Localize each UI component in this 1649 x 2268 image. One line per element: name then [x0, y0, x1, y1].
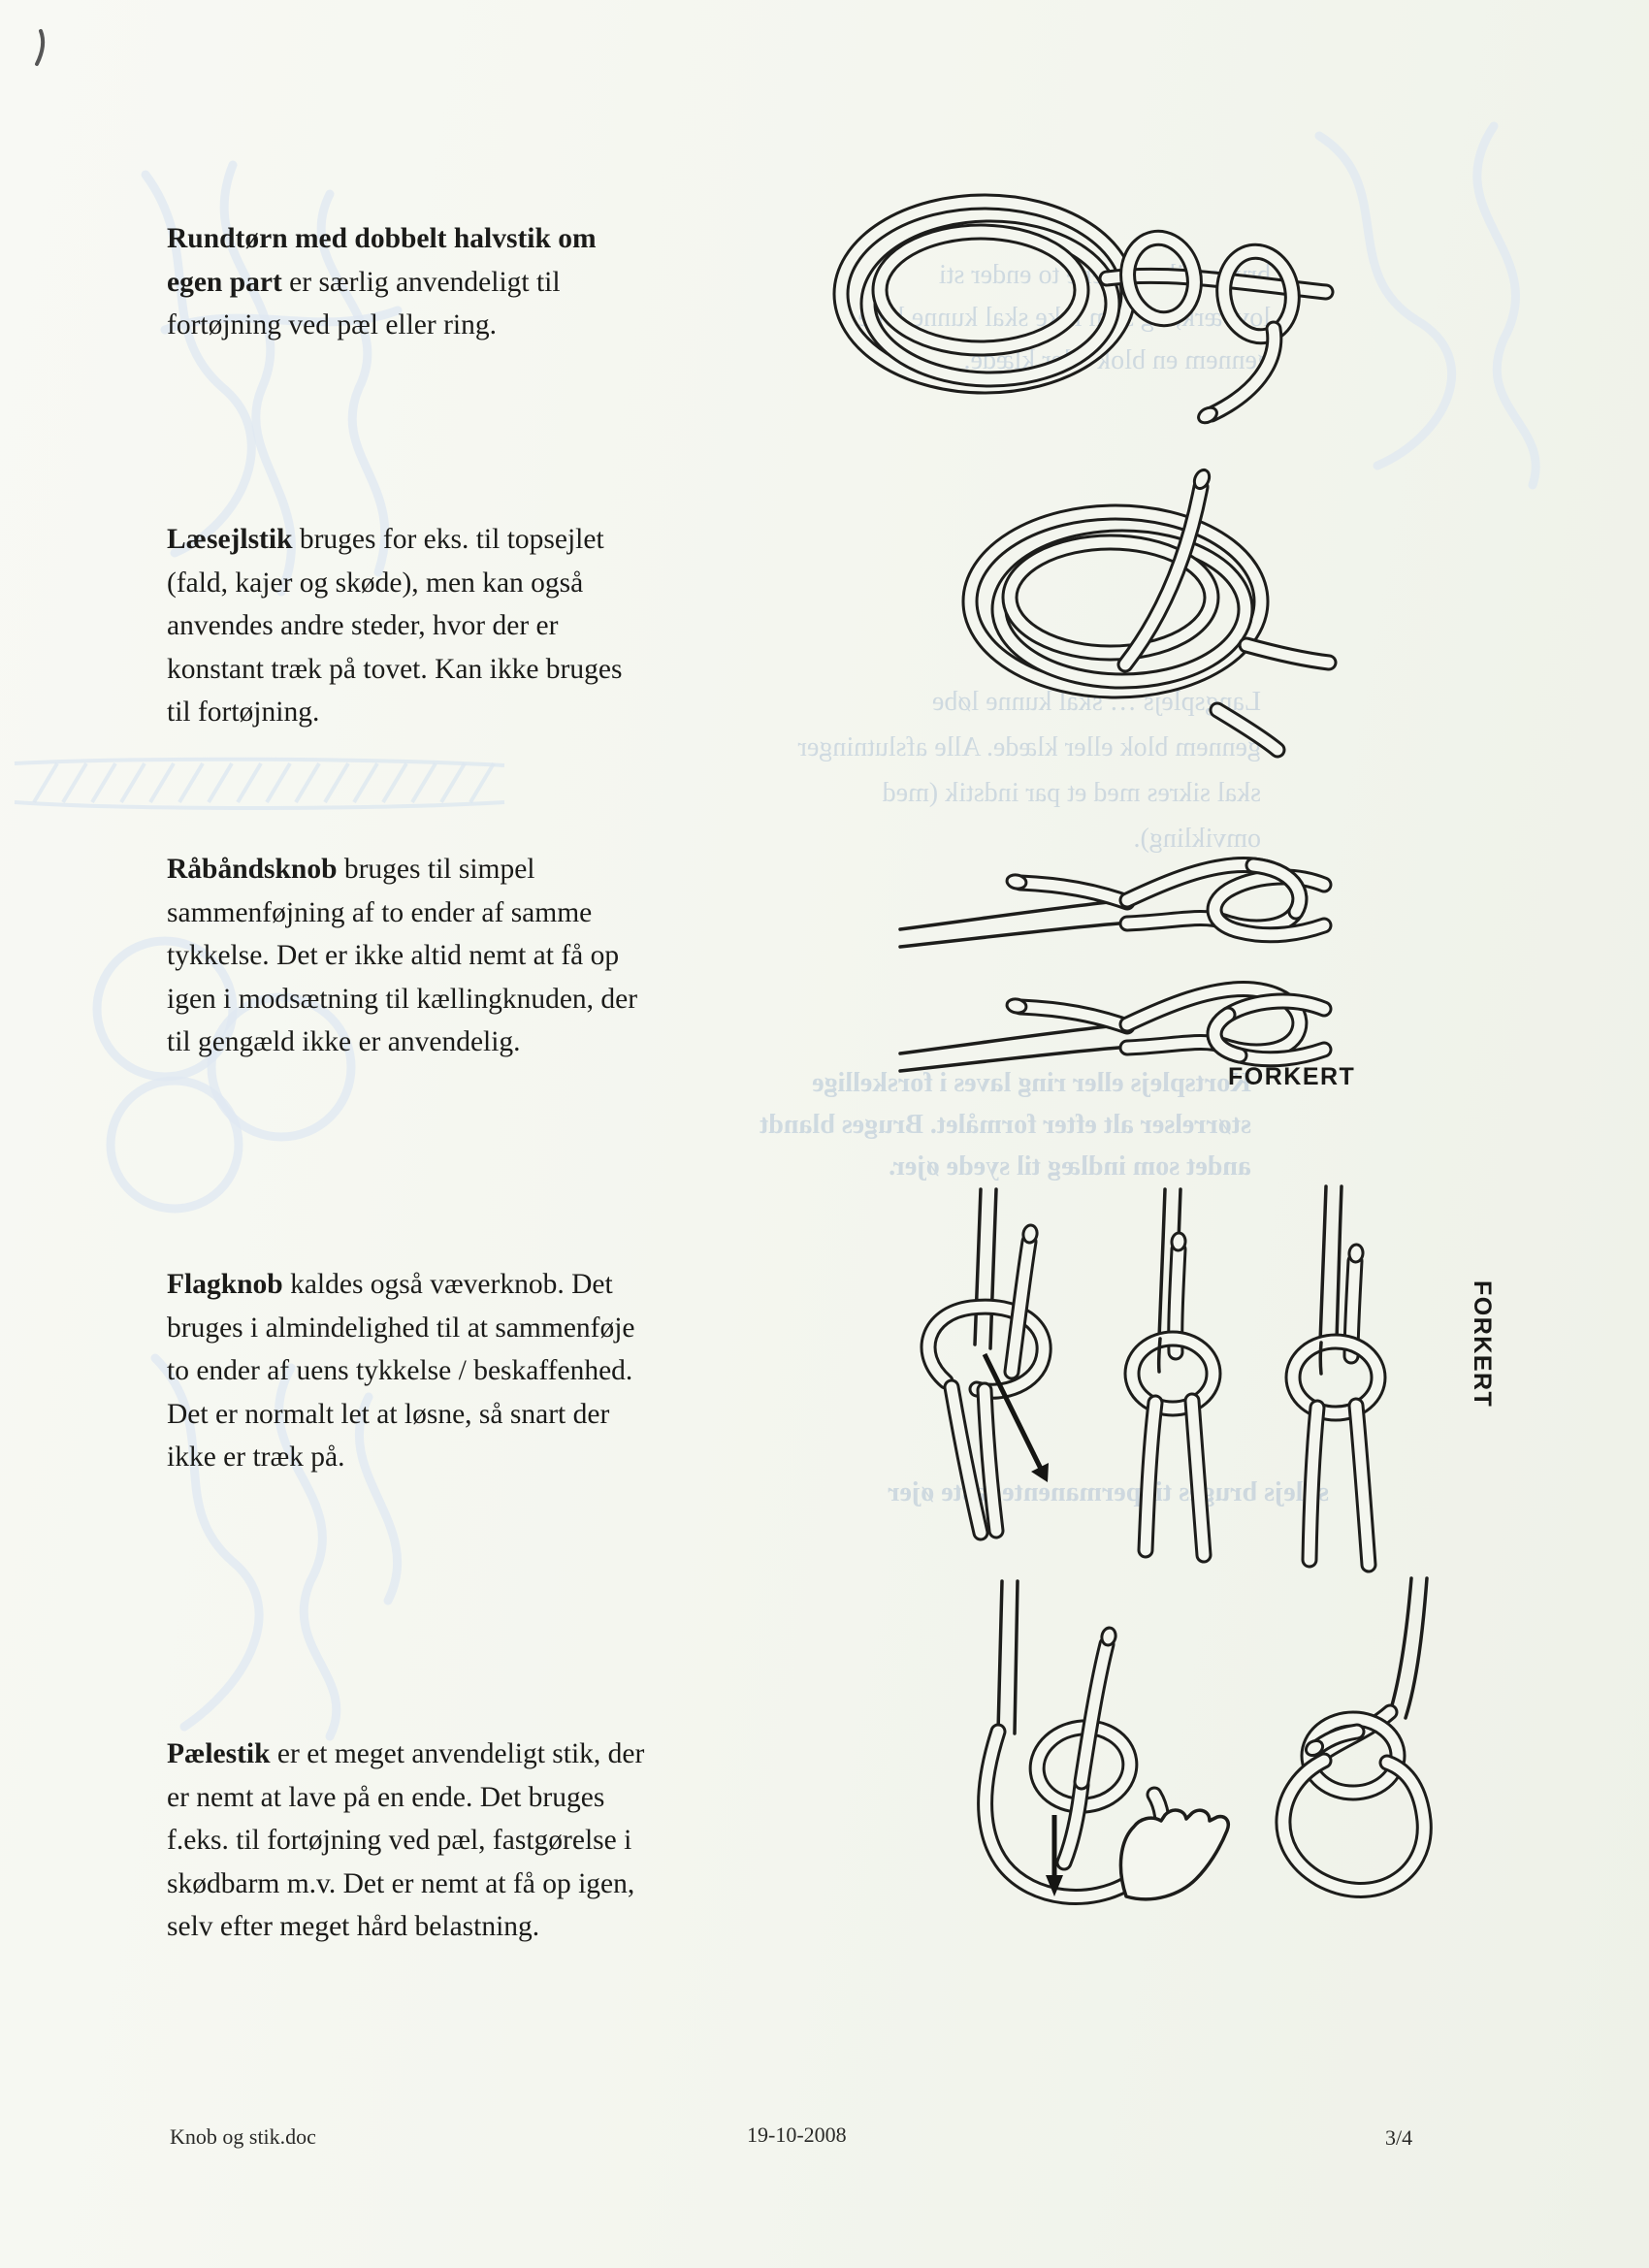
bleed-line: bruges til at forene to ender sti: [938, 260, 1271, 290]
paelestik-knot-diagram: [936, 1576, 1460, 1916]
sheet-bend-wrong: [1293, 1186, 1378, 1565]
bowline-finished: [1283, 1578, 1427, 1890]
ghost-hatched-rope-band: [15, 742, 519, 829]
laesejlstik-knot-diagram: [926, 437, 1334, 757]
bleed-line: Kortsplejs eller ring laves i forskellige: [812, 1068, 1251, 1098]
bleed-line: andet som indlæg til syede øjer.: [889, 1151, 1251, 1182]
bowline-step-with-hand: [986, 1581, 1229, 1899]
section-flagknob: [167, 1263, 657, 1479]
reef-knot-wrong: [900, 989, 1324, 1071]
bleed-line: splejs bruges til permanente faste øjer: [888, 1477, 1329, 1507]
flagknob-knot-diagram: [888, 1182, 1470, 1581]
bleed-line: gennem en blok eller klæde.: [963, 345, 1271, 375]
term-raabaandsknob: Råbåndsknob: [167, 854, 338, 885]
section-rundtorn: [167, 217, 637, 347]
forkert-label-reef: FORKERT: [1228, 1063, 1356, 1090]
text-paelestik: er et meget anvendeligt stik, der er nemt at lave på en ende. Det bruges f.eks. til fortøjning ved pæl, fastgørelse i skødbarm m.v. Det er nemt at få op igen, selv efter meget hård belastning.: [167, 1738, 645, 1942]
section-paelestik: [167, 1733, 662, 1949]
bleed-line: lovværk, og som ikke skal kunne løbe: [857, 303, 1271, 333]
forkert-label-sheetbend: FORKERT: [1469, 1280, 1496, 1409]
sheet-bend-step: [928, 1189, 1049, 1533]
footer-page-number: 3/4: [1385, 2125, 1413, 2150]
footer-filename: Knob og stik.doc: [170, 2124, 316, 2149]
term-flagknob: Flagknob: [167, 1269, 283, 1300]
text-flagknob: kaldes også væverknob. Det bruges i almindelighed til at sammenføje to ender af uens tykkelse / beskaffenhed. Det er normalt let at løsne, så snart der ikke er træk på.: [167, 1269, 635, 1473]
text-raabaandsknob: bruges til simpel sammenføjning af to ender af samme tykkelse. Det er ikke altid nemt at få op igen i modsætning til kællingknuden, der til gengæld ikke er anvendelig.: [167, 854, 638, 1057]
sheet-bend-correct: [1132, 1189, 1213, 1555]
text-rundtorn: er særlig anvendeligt til fortøjning ved pæl eller ring.: [167, 266, 561, 340]
bleed-line: omvikling).: [1133, 824, 1261, 854]
text-laesejlstik: bruges for eks. til topsejlet (fald, kajer og skøde), men kan også anvendes andre steder, hvor der er konstant træk på tovet. Kan ikke bruges til fortøjning.: [167, 524, 623, 728]
rundtorn-knot-diagram: [820, 170, 1334, 432]
bleed-line: skal sikres med et par indstik (med: [882, 778, 1261, 808]
bleed-line: Langsplejs … skal kunne løbe: [931, 687, 1261, 717]
term-paelestik: Pælestik: [167, 1738, 271, 1769]
pen-mark: [29, 27, 58, 70]
term-rundtorn: Rundtørn med dobbelt halvstik om egen part: [167, 223, 597, 298]
section-raabaandsknob: [167, 848, 657, 1064]
term-laesejlstik: Læsejlstik: [167, 524, 293, 555]
bleed-line: størrelser alt efter formålet. Bruges blandt: [760, 1110, 1251, 1140]
section-laesejlstik: [167, 518, 652, 734]
bleed-line: gennem blok eller klæde. Alle afslutninger: [797, 732, 1261, 762]
reef-knot-correct: [900, 865, 1324, 947]
footer-date: 19-10-2008: [747, 2122, 847, 2147]
